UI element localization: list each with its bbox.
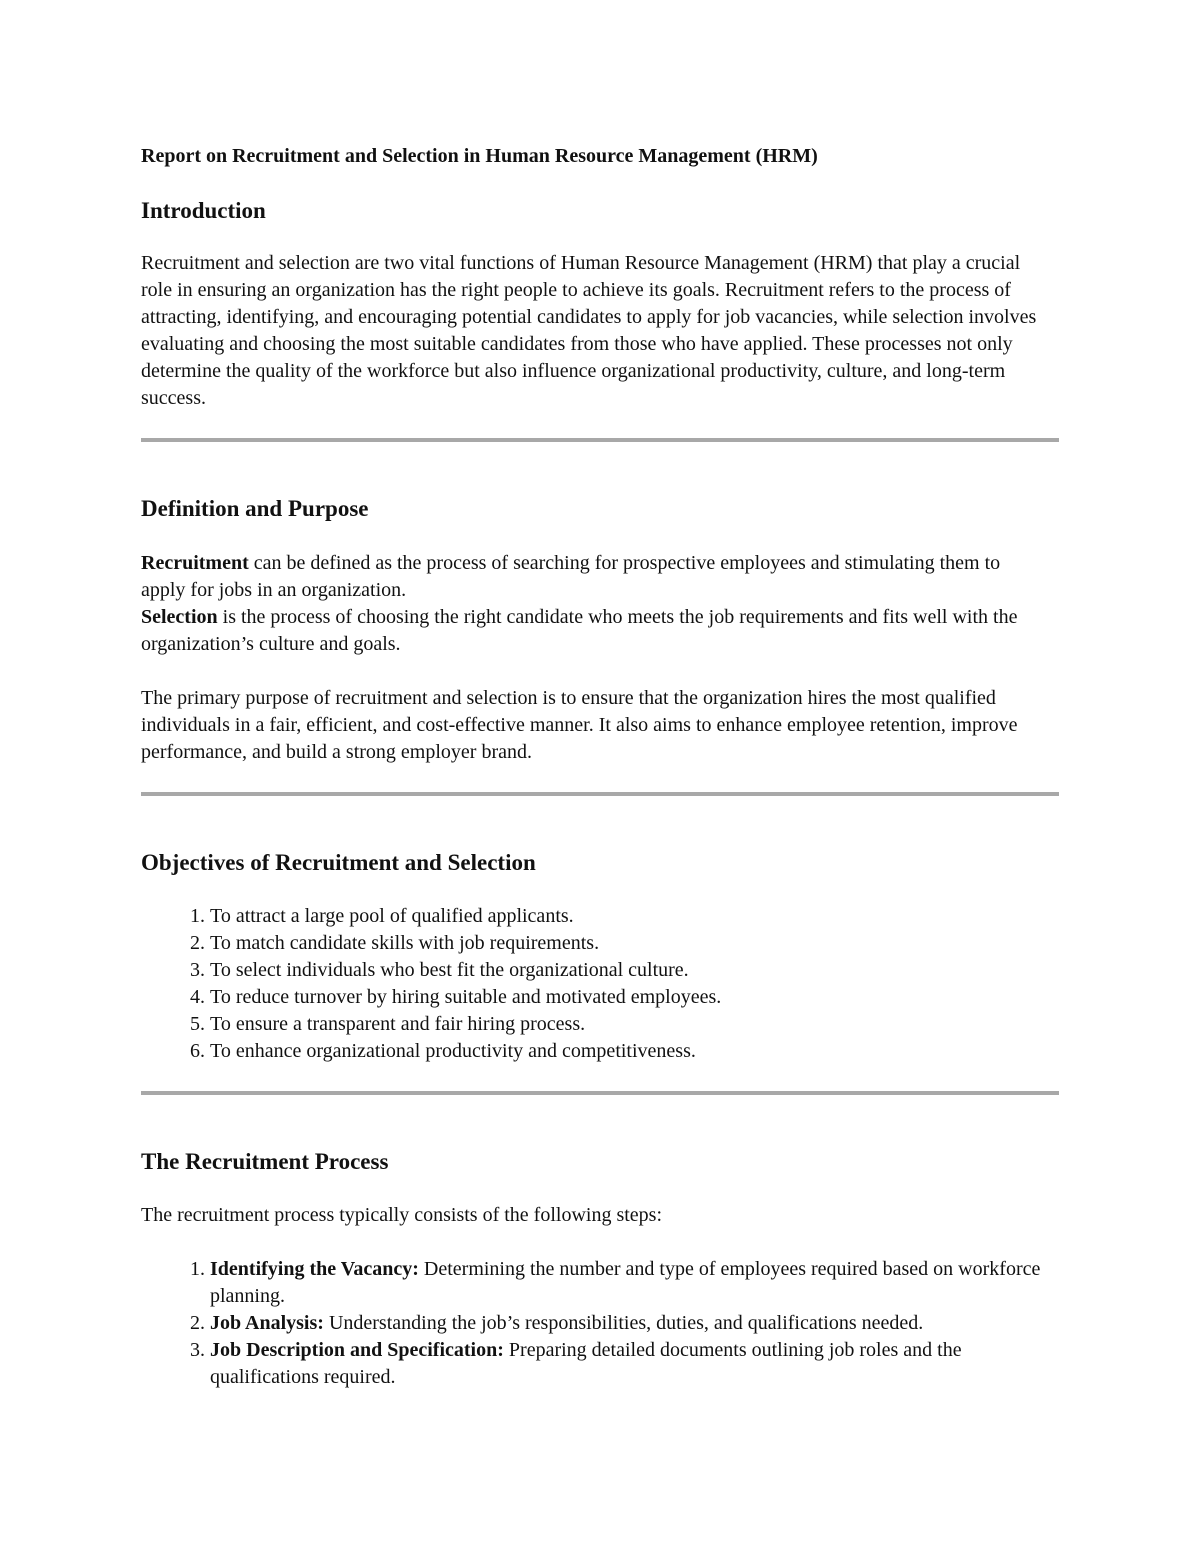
list-item: 4. To reduce turnover by hiring suitable and motivated employees. xyxy=(210,984,1061,1011)
objectives-heading: Objectives of Recruitment and Selection xyxy=(141,850,536,875)
step-text: Determining the number and type of employees required based on workforce planning. xyxy=(210,1258,1041,1307)
recruitment-process-intro: The recruitment process typically consists of the following steps: xyxy=(141,1204,662,1226)
step-term: Identifying the Vacancy: xyxy=(210,1258,419,1280)
section-divider xyxy=(141,1091,1059,1095)
selection-definition: is the process of choosing the right candidate who meets the job requirements and fits well with the organization’s culture and goals. xyxy=(141,606,1018,655)
introduction-heading: Introduction xyxy=(141,198,266,223)
recruitment-term: Recruitment xyxy=(141,552,249,574)
definition-selection-paragraph xyxy=(141,604,1056,658)
recruitment-definition: can be defined as the process of searching for prospective employees and stimulating them to apply for jobs in an organization. xyxy=(141,552,1001,601)
list-item: 3. To select individuals who best fit the organizational culture. xyxy=(210,957,1061,984)
step-text: Understanding the job’s responsibilities, duties, and qualifications needed. xyxy=(323,1312,924,1334)
definition-heading: Definition and Purpose xyxy=(141,496,369,521)
selection-term: Selection xyxy=(141,606,218,628)
list-item: 5. To ensure a transparent and fair hiring process. xyxy=(210,1011,1061,1038)
recruitment-process-heading: The Recruitment Process xyxy=(141,1149,389,1174)
list-item xyxy=(210,1256,1070,1310)
introduction-paragraph: Recruitment and selection are two vital functions of Human Resource Management (HRM) that play a crucial role in ensuring an organization has the right people to achieve its goals. Recruitment refers to the process of attracting, identifying, and encouraging potential candidates to apply for job vacancies, while selection involves evaluating and choosing the most suitable candidates from those who have applied. These processes not only determine the quality of the workforce but also influence organizational productivity, culture, and long-term success. xyxy=(141,252,1037,409)
list-item: 1. To attract a large pool of qualified applicants. xyxy=(210,903,1061,930)
step-term: Job Analysis: xyxy=(210,1312,324,1334)
section-divider xyxy=(141,792,1059,796)
definition-recruitment-paragraph xyxy=(141,550,1001,604)
recruitment-steps-list xyxy=(141,1256,1070,1391)
step-text: Preparing detailed documents outlining job roles and the qualifications required. xyxy=(210,1339,962,1388)
list-item xyxy=(210,1310,1130,1337)
step-term: Job Description and Specification: xyxy=(210,1339,504,1361)
purpose-paragraph: The primary purpose of recruitment and selection is to ensure that the organization hires the most qualified individuals in a fair, efficient, and cost-effective manner. It also aims to enhance employee retention, improve performance, and build a strong employer brand. xyxy=(141,687,1018,763)
section-divider xyxy=(141,438,1059,442)
list-item: 2. To match candidate skills with job requirements. xyxy=(210,930,1061,957)
list-item xyxy=(210,1337,1070,1391)
objectives-list xyxy=(141,903,1061,1065)
list-item: 6. To enhance organizational productivity and competitiveness. xyxy=(210,1038,1061,1065)
document-page xyxy=(141,141,1061,1391)
document-title: Report on Recruitment and Selection in Human Resource Management (HRM) xyxy=(141,145,818,167)
